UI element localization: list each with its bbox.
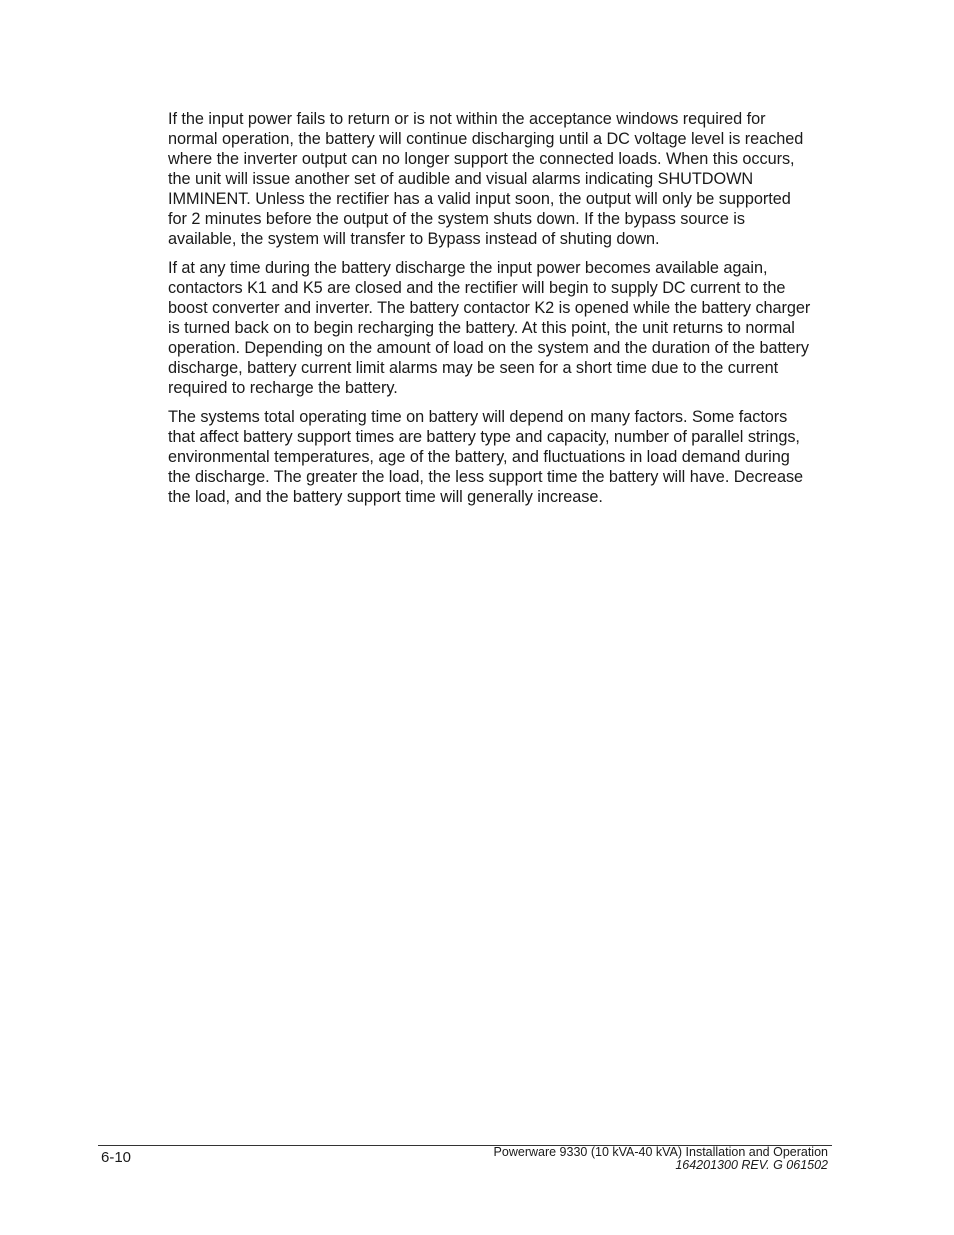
paragraph-operating-time: The systems total operating time on battery will depend on many factors. Some factors that affect battery support times are battery type and capacity, number of parallel strings, environmental temperatures, age of the battery, and fluctuations in load demand during the discharge. The greater the load, the less support time the battery will have. Decrease the load, and the battery support time will generally increase. [168,408,804,506]
page-number: 6-10 [101,1149,132,1166]
paragraph-power-returns: If at any time during the battery discharge the input power becomes available again, contactors K1 and K5 are closed and the rectifier will begin to supply DC current to the boost converter and inverter. The battery contactor K2 is opened while the battery charger is turned back on to begin recharging the battery. At this point, the unit returns to normal operation. Depending on the amount of load on the system and the duration of the battery discharge, battery current limit alarms may be seen for a short time due to the current required to recharge the battery. [168,259,811,397]
footer-document-info [494,1146,828,1172]
manual-title: Powerware 9330 (10 kVA-40 kVA) Installation and Operation [493,1145,828,1159]
document-revision: 164201300 REV. G 061502 [675,1158,828,1172]
body-text [168,109,813,516]
paragraph-shutdown-imminent: If the input power fails to return or is not within the acceptance windows required for normal operation, the battery will continue discharging until a DC voltage level is reached where the inverter output can no longer support the connected loads. When this occurs, the unit will issue another set of audible and visual alarms indicating SHUTDOWN IMMINENT. Unless the rectifier has a valid input soon, the output will only be supported for 2 minutes before the output of the system shuts down. If the bypass source is available, the system will transfer to Bypass instead of shuting down. [168,110,804,248]
